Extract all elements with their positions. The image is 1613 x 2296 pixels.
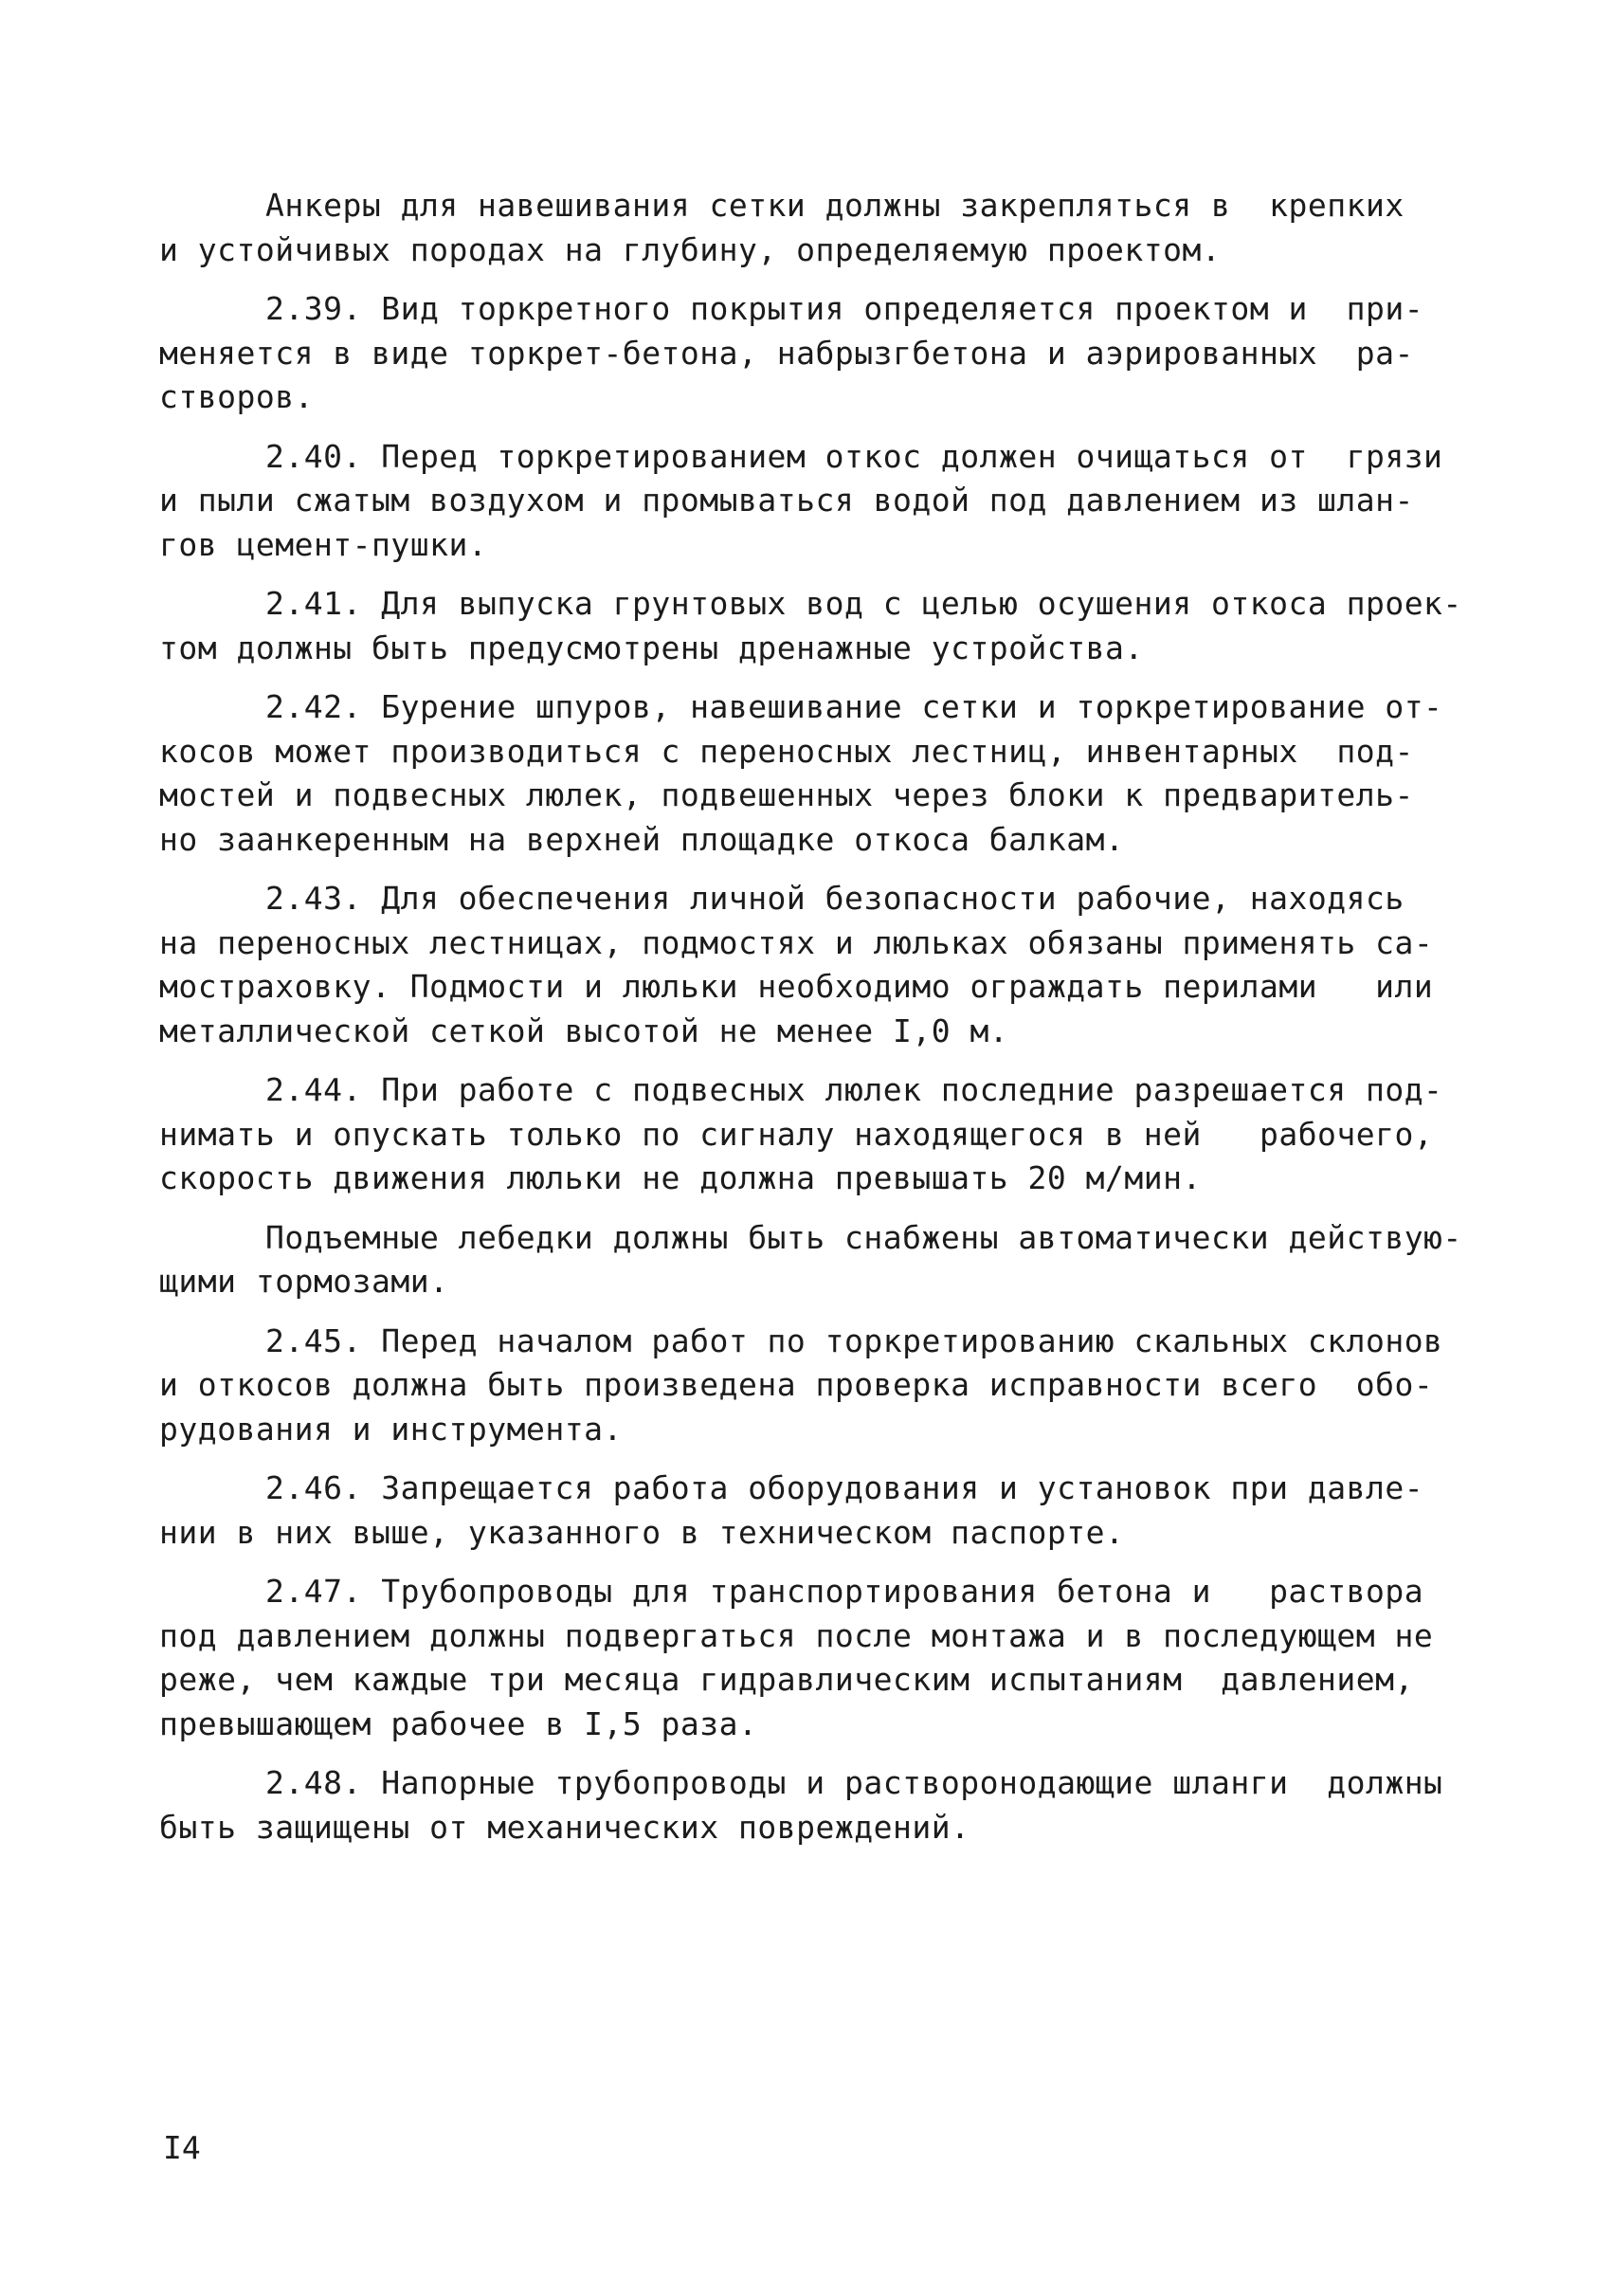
- text-line: створов.: [159, 378, 314, 415]
- text-line: 2.47. Трубопроводы для транспортирования бетона и раствора: [265, 1573, 1424, 1610]
- text-line: 2.48. Напорные трубопроводы и растворонодающие шланги должны: [265, 1764, 1443, 1801]
- paragraph: [159, 1570, 1458, 1746]
- text-line: 2.46. Запрещается работа оборудования и установок при давле-: [265, 1469, 1424, 1506]
- paragraph: [159, 435, 1458, 568]
- text-line: том должны быть предусмотрены дренажные устройства.: [159, 629, 1144, 666]
- text-line: 2.41. Для выпуска грунтовых вод с целью осушения откоса проек-: [265, 585, 1462, 622]
- text-line: рудования и инструмента.: [159, 1410, 623, 1448]
- text-line: реже, чем каждые три месяца гидравлическим испытаниям давлением,: [159, 1661, 1414, 1698]
- paragraph: [159, 1068, 1458, 1201]
- text-line: 2.45. Перед началом работ по торкретированию скальных склонов: [265, 1321, 1443, 1359]
- paragraph: [159, 1216, 1462, 1304]
- text-line: нимать и опускать только по сигналу находящегося в ней рабочего,: [159, 1115, 1434, 1153]
- text-line: и пыли сжатым воздухом и промываться водой под давлением из шлан-: [159, 482, 1414, 519]
- text-line: гов цемент-пушки.: [159, 525, 488, 563]
- text-line: 2.44. При работе с подвесных люлек последние разрешается под-: [265, 1071, 1443, 1108]
- paragraph: [159, 582, 1462, 670]
- paragraph: [159, 184, 1458, 272]
- text-line: нии в них выше, указанного в техническом паспорте.: [159, 1513, 1125, 1551]
- paragraph: [159, 877, 1458, 1053]
- text-line: мостей и подвесных люлек, подвешенных через блоки к предваритель-: [159, 776, 1414, 813]
- text-line: под давлением должны подвергаться после монтажа и в последующем не: [159, 1616, 1434, 1654]
- paragraph: [159, 1761, 1458, 1850]
- paragraph: [159, 287, 1458, 420]
- text-line: металлической сеткой высотой не менее I,0 м.: [159, 1011, 1009, 1049]
- text-line: Анкеры для навешивания сетки должны закрепляться в крепких: [265, 187, 1405, 224]
- text-line: быть защищены от механических повреждений.: [159, 1808, 970, 1846]
- text-line: 2.39. Вид торкретного покрытия определяется проектом и при-: [265, 290, 1424, 327]
- text-line: меняется в виде торкрет-бетона, набрызгбетона и аэрированных ра-: [159, 334, 1414, 372]
- text-line: и устойчивых породах на глубину, определяемую проектом.: [159, 230, 1222, 268]
- paragraph: [159, 1467, 1458, 1555]
- text-line: 2.42. Бурение шпуров, навешивание сетки и торкретирование от-: [265, 688, 1443, 725]
- paragraph: [159, 1320, 1458, 1452]
- text-line: превышающем рабочее в I,5 раза.: [159, 1704, 758, 1742]
- text-line: 2.40. Перед торкретированием откос должен очищаться от грязи: [265, 437, 1443, 475]
- page-number: I4: [163, 2129, 201, 2166]
- text-line: Подъемные лебедки должны быть снабжены автоматически действую-: [265, 1218, 1462, 1256]
- text-line: и откосов должна быть произведена проверка исправности всего обо-: [159, 1366, 1434, 1403]
- text-line: но заанкеренным на верхней площадке откоса балкам.: [159, 820, 1125, 858]
- document-body: [159, 184, 1462, 1865]
- paragraph: [159, 685, 1458, 862]
- text-line: мостраховку. Подмости и люльки необходимо ограждать перилами или: [159, 968, 1434, 1005]
- text-line: на переносных лестницах, подмостях и люльках обязаны применять са-: [159, 923, 1434, 961]
- text-line: щими тормозами.: [159, 1263, 449, 1300]
- text-line: 2.43. Для обеспечения личной безопасности рабочие, находясь: [265, 880, 1405, 917]
- text-line: скорость движения люльки не должна превышать 20 м/мин.: [159, 1159, 1202, 1196]
- text-line: косов может производиться с переносных лестниц, инвентарных под-: [159, 732, 1414, 770]
